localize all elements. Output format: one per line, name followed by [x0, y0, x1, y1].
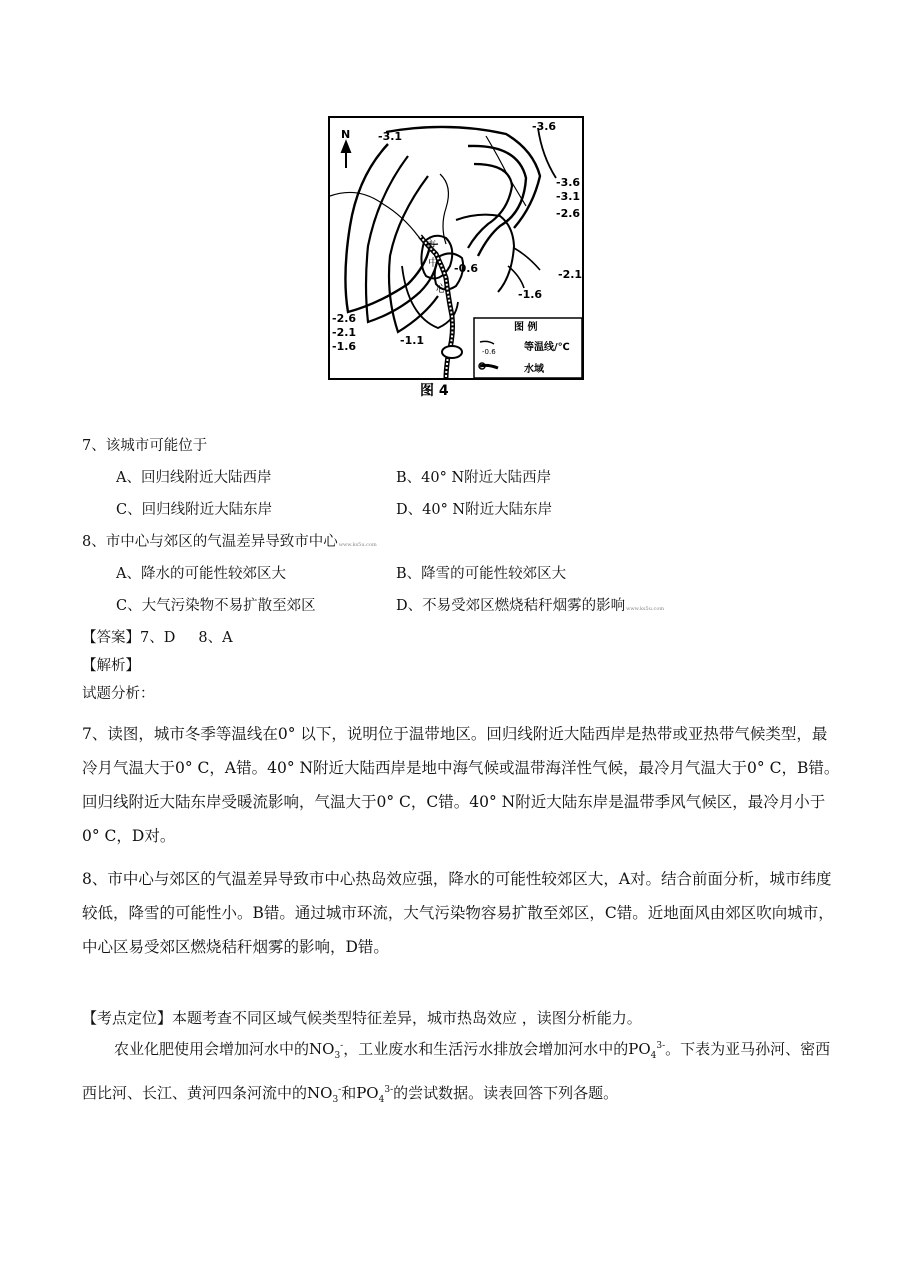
city-label: 市: [426, 240, 436, 251]
kaodian: 【考点定位】本题考查不同区域气候类型特征差异，城市热岛效应 ，读图分析能力。: [82, 1009, 642, 1027]
po4-sub-2: 4: [378, 1095, 385, 1105]
isotherm-label: -3.1: [378, 130, 403, 143]
legend-title: 图 例: [514, 322, 538, 333]
po4-sup: 3-: [656, 1041, 666, 1051]
watermark-2: www.ks5u.com: [626, 606, 665, 612]
no3-sup: -: [340, 1041, 344, 1051]
q8-option-c: C、大气污染物不易扩散至郊区: [116, 598, 316, 614]
q7-stem: 7、该城市可能位于: [82, 438, 208, 454]
q7-option-a: A、回归线附近大陆西岸: [116, 470, 272, 486]
isotherm-label: -2.6: [332, 312, 357, 325]
answer: 【答案】7、D 8、A: [82, 630, 233, 646]
intro-text-4: 和PO: [341, 1084, 379, 1102]
no3-sup-2: -: [338, 1085, 342, 1095]
legend-water-label: 水域: [524, 364, 544, 375]
intro-paragraph: [82, 1029, 842, 1117]
watermark: www.ks5u.com: [338, 542, 377, 548]
isotherm-label: -3.6: [556, 176, 581, 189]
isotherm-label: -1.1: [400, 334, 425, 347]
po4-sup-2: 3-: [384, 1085, 394, 1095]
isotherm-label: -2.1: [558, 268, 583, 281]
isotherm-label: -1.6: [332, 340, 357, 353]
isotherm-label: -2.1: [332, 326, 357, 339]
q8-option-d-line: [396, 596, 664, 619]
q8-option-d: D、不易受郊区燃烧秸秆烟雾的影响: [396, 598, 626, 614]
isotherm-label: -3.6: [532, 120, 557, 133]
isotherm-label: -3.1: [556, 190, 581, 203]
no3-sub-2: 3: [332, 1095, 339, 1105]
q8-stem: 8、市中心与郊区的气温差异导致市中心: [82, 534, 338, 550]
explanation-q8: 8、市中心与郊区的气温差异导致市中心热岛效应强，降水的可能性较郊区大，A对。结合前面分析，城市纬度较低，降雪的可能性小。B错。通过城市环流，大气污染物容易扩散至郊区，C错。近地面风由郊区吹向城市，中心区易受郊区燃烧秸秆烟雾的影响，D错。: [82, 870, 834, 956]
q8-option-a: A、降水的可能性较郊区大: [116, 566, 286, 582]
q7-option-b: B、40° N附近大陆西岸: [396, 470, 552, 486]
legend-isotherm-label: 等温线/℃: [524, 342, 570, 353]
isotherm-label: -0.6: [454, 262, 479, 275]
isotherm-label: -1.6: [518, 288, 543, 301]
intro-text-5: 的尝试数据。读表回答下列各题。: [393, 1084, 619, 1102]
center-label: 中: [428, 258, 438, 269]
analysis-heading: 【解析】: [82, 658, 140, 674]
heart-label: 心: [436, 284, 446, 295]
intro-text-1: 农业化肥使用会增加河水中的NO: [114, 1040, 335, 1058]
isotherm-label: -2.6: [556, 207, 581, 220]
legend-isotherm-sample: -0.6: [482, 348, 496, 356]
analysis-sub: 试题分析：: [82, 686, 155, 702]
figure-caption: 图 4: [420, 383, 449, 399]
north-label: N: [341, 128, 351, 141]
isotherm-map: [328, 116, 584, 400]
intro-text-3: 。下表为亚马孙河、密西西比河、长江、黄河四条河流中的NO: [82, 1040, 831, 1102]
no3-sub: 3: [334, 1051, 341, 1061]
lake: [442, 346, 462, 358]
isotherm-map-figure: [328, 116, 584, 400]
q8-option-b: B、降雪的可能性较郊区大: [396, 566, 567, 582]
explanation-q7: 7、读图，城市冬季等温线在0° 以下，说明位于温带地区。回归线附近大陆西岸是热带或亚热带气候类型，最冷月气温大于0° C，A错。40° N附近大陆西岸是地中海气候或温带海洋性气候，最冷月气温大于0° C，B错。回归线附近大陆东岸受暖流影响，气温大于0° C，C错。40° N附近大陆东岸是温带季风气候区，最冷月小于0° C，D对。: [82, 725, 840, 845]
q7-option-c: C、回归线附近大陆东岸: [116, 502, 273, 518]
po4-sub: 4: [650, 1051, 657, 1061]
q7-option-d: D、40° N附近大陆东岸: [396, 502, 553, 518]
intro-text-2: ，工业废水和生活污水排放会增加河水中的PO: [343, 1040, 651, 1058]
q8-stem-line: [82, 532, 377, 555]
